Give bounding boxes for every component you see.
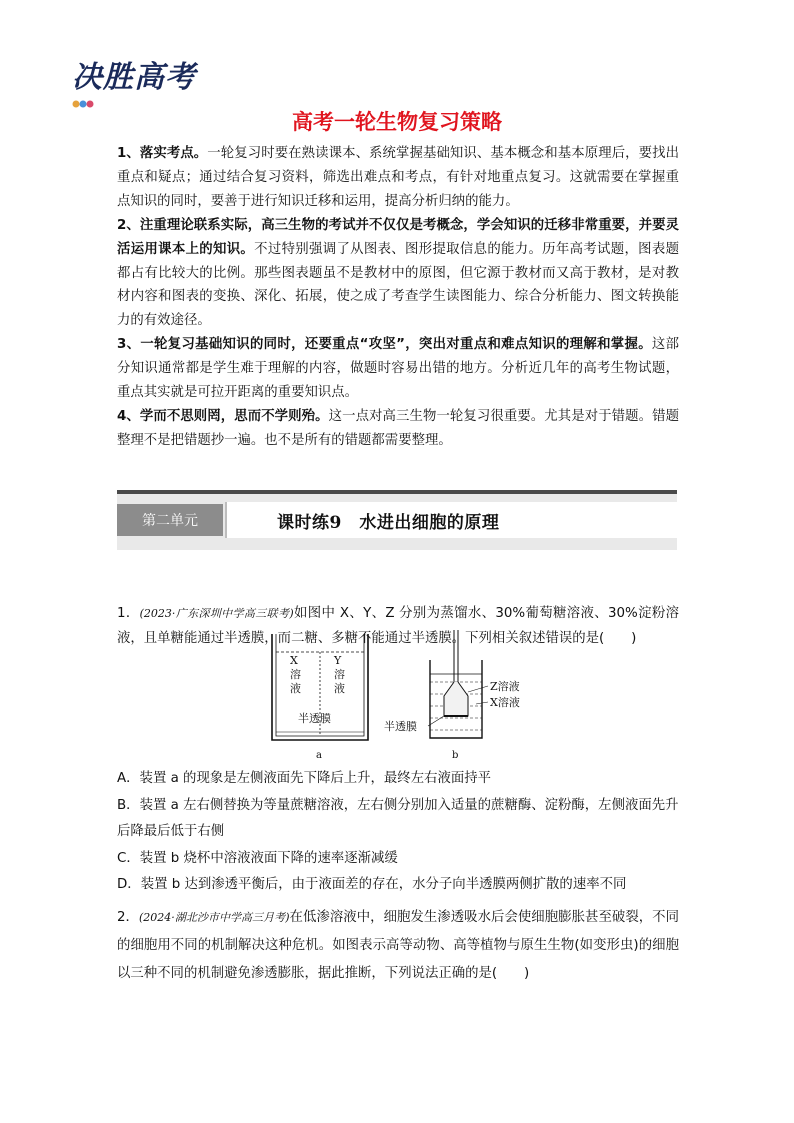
strategy-heading: 4、学而不思则罔，思而不学则殆。 (117, 408, 329, 424)
strategy-text: 不过特别强调了从图表、图形提取信息的能力。历年高考试题，图表题都占有比较大的比例。那些图表题虽不是教材中的原图，但它源于教材而又高于教材，是对教材内容和图表的变换、深化、拓展，使之成了考查学生读图能力、综合分析能力、图文转换能力的有效途径。 (117, 241, 680, 329)
device-a-y-label-2: 溶 (334, 668, 345, 681)
device-a-y-label-3: 液 (334, 682, 345, 695)
strategy-text: 这部分知识通常都是学生难于理解的内容，做题时容易出错的地方。分析近几年的高考生物试题，重点其实就是可拉开距离的重要知识点。 (117, 337, 680, 401)
strategy-heading: 3、一轮复习基础知识的同时，还要重点“攻坚”，突出对重点和难点知识的理解和掌握。 (117, 337, 652, 353)
device-a-x-label-2: 溶 (290, 668, 301, 681)
strategy-item-3 (117, 333, 679, 405)
unit-header-rule (117, 490, 677, 494)
question-source: (2023·广东深圳中学高三联考) (139, 607, 294, 620)
question-2 (117, 904, 679, 988)
device-b-membrane-label: 半透膜 (384, 720, 417, 733)
unit-header (117, 490, 677, 550)
strategy-item-4 (117, 405, 679, 453)
strategy-item-2 (117, 214, 679, 334)
logo-text: 决胜高考 (72, 60, 196, 95)
option-c: C．装置 b 烧杯中溶液液面下降的速率逐渐减缓 (117, 850, 398, 866)
strategy-text: 这一点对高三生物一轮复习很重要。尤其是对于错题。错题整理不是把错题抄一遍。也不是所有的错题都需要整理。 (117, 408, 679, 448)
option-a: A．装置 a 的现象是左侧液面先下降后上升，最终左右液面持平 (117, 771, 492, 786)
device-b (384, 630, 520, 761)
device-a-x-label-3: 液 (290, 682, 301, 695)
strategy-section (117, 142, 679, 453)
question-number: 2． (117, 910, 139, 925)
question-1-options (117, 766, 679, 899)
unit-label: 第二单元 (117, 504, 223, 536)
option-b: B．装置 a 左右侧替换为等量蔗糖溶液，左右侧分别加入适量的蔗糖酶、淀粉酶，左侧液面先升后降最后低于右侧 (117, 797, 679, 839)
question-source: (2024·湖北沙市中学高三月考) (139, 911, 290, 924)
device-a-x-label: X (290, 654, 298, 667)
device-a-membrane-label: 半透膜 (298, 712, 331, 725)
question-stem: 如图中 X、Y、Z 分别为蒸馏水、30%葡萄糖溶液、30%淀粉溶液，且单糖能通过半透膜，而二糖、多糖不能通过半透膜。下列相关叙述错误的是( ) (117, 606, 679, 646)
strategy-heading: 2、注重理论联系实际，高三生物的考试并不仅仅是考概念，学会知识的迁移非常重要，并要灵活运用课本上的知识。 (117, 217, 679, 257)
lesson-title: 课时练9 水进出细胞的原理 (277, 513, 500, 533)
device-b-x-label: X溶液 (490, 696, 520, 709)
device-a-y-label: Y (334, 654, 342, 667)
device-a-caption: a (316, 750, 322, 761)
question-stem: 在低渗溶液中，细胞发生渗透吸水后会使细胞膨胀甚至破裂，不同的细胞用不同的机制解决这种危机。如图表示高等动物、高等植物与原生生物(如变形虫)的细胞以三种不同的机制避免渗透膨胀，据此推断，下列说法正确的是( ) (117, 910, 679, 981)
question-number: 1． (117, 606, 140, 621)
strategy-item-1 (117, 142, 679, 214)
osmosis-figure (262, 630, 542, 762)
device-b-caption: b (452, 750, 459, 761)
strategy-heading: 1、落实考点。 (117, 146, 208, 161)
option-d: D．装置 b 达到渗透平衡后，由于液面差的存在，水分子向半透膜两侧扩散的速率不同 (117, 877, 627, 892)
strategy-text: 一轮复习时要在熟读课本、系统掌握基础知识、基本概念和基本原理后，要找出重点和疑点；通过结合复习资料，筛选出难点和考点，有针对地重点复习。这就需要在掌握重点知识的同时，要善于进行知识迁移和运用，提高分析归纳的能力。 (117, 146, 679, 209)
page-title: 高考一轮生物复习策略 (292, 110, 502, 134)
device-b-z-label: Z溶液 (490, 680, 520, 693)
device-a (272, 634, 368, 761)
